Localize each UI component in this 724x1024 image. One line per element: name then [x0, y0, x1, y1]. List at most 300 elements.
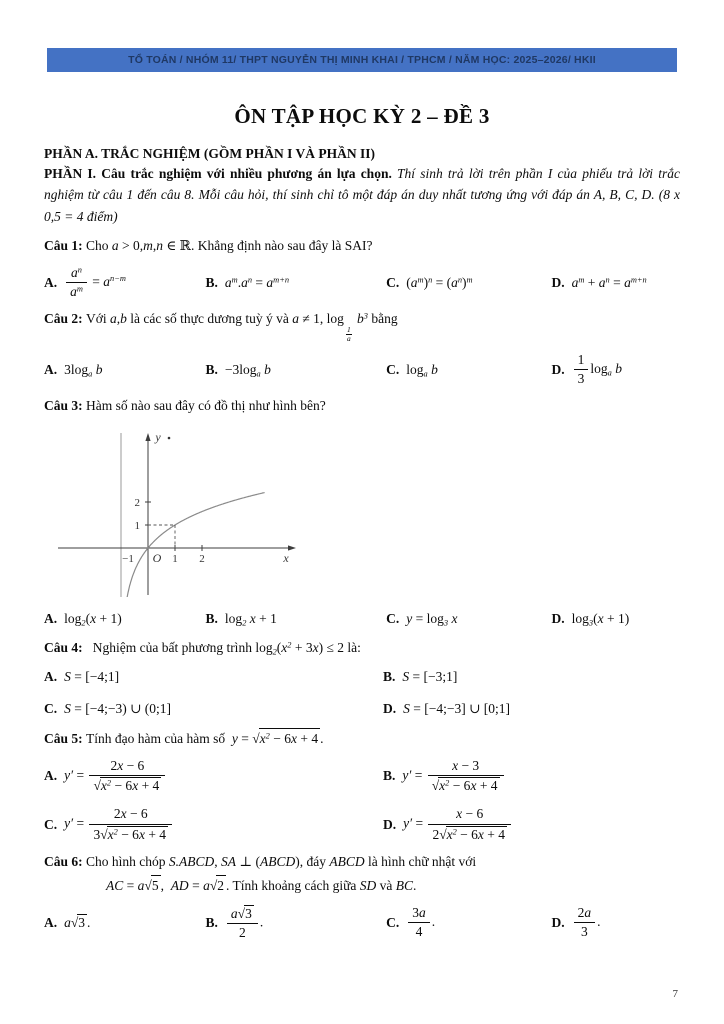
- math-var: a: [70, 284, 77, 300]
- math-text: + 4: [483, 826, 506, 842]
- math-var: a: [110, 311, 117, 327]
- math-text: + 1: [255, 611, 277, 627]
- fraction: [574, 905, 596, 940]
- math-text: + 4: [138, 778, 160, 794]
- math-var: x: [452, 758, 459, 774]
- radicand: [446, 826, 507, 843]
- math-var: a: [451, 274, 458, 290]
- math-text: ∈ ℝ. Khẳng định nào sau đây là SAI?: [163, 237, 373, 253]
- page-content: [0, 146, 724, 941]
- math-var: S.ABCD: [168, 853, 215, 869]
- subscript: 2: [272, 647, 277, 657]
- option-content: [225, 905, 263, 941]
- math-var: ABCD: [259, 853, 296, 869]
- math-var: a: [64, 915, 71, 931]
- math-text: = [−4;−3) ∪ (0;1]: [70, 701, 172, 717]
- math-text: .: [431, 913, 436, 929]
- math-var: x: [117, 758, 124, 774]
- option-letter: B.: [205, 274, 218, 290]
- fraction-numerator: [408, 905, 430, 923]
- math-text: =: [123, 877, 138, 893]
- option-C: [44, 699, 383, 719]
- math-text: là các số thực dương tuỳ ý và: [126, 311, 293, 327]
- superscript: m: [578, 275, 585, 284]
- radicand: [259, 728, 320, 750]
- math-var: a: [419, 905, 426, 921]
- option-content: [406, 905, 435, 940]
- superscript: n: [247, 275, 253, 284]
- math-text: 3: [412, 905, 420, 921]
- fraction: [428, 758, 504, 794]
- svg-text:−1: −1: [122, 553, 134, 566]
- part1-lead: PHẦN I. Câu trắc nghiệm với nhiều phương án lựa chọn.: [44, 166, 398, 181]
- math-text: + 1): [603, 611, 630, 627]
- option-C: [386, 609, 551, 629]
- question-block: [44, 852, 680, 941]
- math-var: x: [246, 611, 256, 627]
- math-text: 2: [217, 877, 224, 893]
- math-var: BC: [395, 877, 414, 893]
- option-content: [402, 758, 505, 794]
- math-text: 3: [93, 826, 101, 842]
- superscript: 2: [445, 778, 450, 788]
- option-letter: B.: [205, 361, 218, 377]
- header-banner: [47, 48, 677, 72]
- fraction-denominator: [574, 370, 589, 387]
- option-letter: C.: [386, 611, 400, 627]
- question-prompt: [44, 638, 680, 659]
- fraction-numerator: [428, 758, 504, 776]
- option-letter: D.: [551, 611, 565, 627]
- math-text: = (: [432, 274, 452, 290]
- math-text: − 6: [117, 826, 139, 842]
- math-text: 1: [577, 351, 585, 367]
- math-text: 3log: [64, 361, 89, 377]
- radicand: [100, 777, 161, 794]
- option-letter: B.: [205, 611, 218, 627]
- math-var: x: [100, 778, 107, 794]
- math-text: (: [593, 611, 598, 627]
- math-text: 3: [577, 371, 585, 387]
- option-A: [44, 667, 383, 687]
- math-var: a: [624, 274, 631, 290]
- math-var: a: [410, 274, 418, 290]
- fraction: [66, 265, 87, 300]
- math-var: x: [259, 731, 266, 747]
- math-var: S: [64, 669, 71, 685]
- option-content: [225, 362, 271, 378]
- math-text: Với: [86, 311, 111, 327]
- math-text: .: [320, 731, 324, 747]
- option-letter: B.: [382, 768, 396, 784]
- options-row: [44, 265, 680, 300]
- math-var: a: [241, 274, 248, 290]
- radical-sign: √: [431, 778, 440, 794]
- fraction-numerator: [428, 806, 511, 824]
- fraction: [89, 806, 172, 842]
- math-text: Cho: [86, 237, 112, 253]
- radical-sign: √: [144, 877, 152, 893]
- math-text: + 4: [144, 826, 167, 842]
- math-var: x: [448, 611, 458, 627]
- question-label: Câu 5:: [44, 731, 87, 747]
- superscript: 2: [452, 826, 457, 836]
- radicand: [107, 826, 168, 843]
- math-var: SD: [359, 877, 377, 893]
- math-text: Nghiệm của bất phương trình log: [86, 640, 273, 656]
- option-D: [552, 352, 680, 387]
- math-text: Hàm số nào sau đây có đồ thị như hình bên?: [86, 398, 326, 414]
- option-letter: A.: [44, 914, 58, 930]
- superscript: 2: [265, 731, 270, 741]
- page-title: ÔN TẬP HỌC KỲ 2 – ĐỀ 3: [234, 104, 490, 128]
- math-var: x: [290, 731, 297, 747]
- math-var: b: [611, 360, 622, 376]
- svg-text:1: 1: [134, 520, 140, 533]
- option-content: [64, 806, 174, 842]
- math-var: x: [120, 806, 127, 822]
- math-var: x: [138, 826, 145, 842]
- math-text: =: [609, 274, 625, 290]
- question-label: Câu 2:: [44, 311, 87, 327]
- math-text: ,: [160, 877, 171, 893]
- math-var: b: [120, 311, 127, 327]
- math-text: ≠ 1, log: [299, 311, 344, 327]
- superscript: m: [76, 284, 83, 294]
- math-var: a: [224, 274, 232, 290]
- option-letter: C.: [386, 361, 400, 377]
- subscript: a: [607, 368, 612, 378]
- subscript: a: [423, 369, 428, 379]
- option-A: [44, 265, 206, 300]
- question-prompt: [44, 728, 680, 750]
- math-var: x: [477, 826, 484, 842]
- option-C: [386, 273, 551, 293]
- square-root: [100, 826, 168, 843]
- math-var: x: [470, 778, 477, 794]
- radicand: [151, 875, 161, 897]
- question-prompt-line2: [106, 875, 680, 897]
- math-text: 2: [110, 758, 118, 774]
- math-text: .: [413, 877, 417, 893]
- option-letter: B.: [382, 669, 396, 685]
- radicand: [438, 777, 499, 794]
- math-text: + 4: [296, 731, 319, 747]
- square-root: [432, 777, 500, 794]
- fraction-denominator: [66, 283, 87, 300]
- page-number: 7: [672, 988, 678, 1000]
- superscript: 3: [363, 311, 368, 321]
- math-var: b: [260, 361, 271, 377]
- math-text: ,: [152, 237, 157, 253]
- math-text: = log: [412, 611, 444, 627]
- option-letter: D.: [382, 701, 397, 717]
- math-text: . Tính khoảng cách giữa: [225, 877, 360, 893]
- question-label: Câu 3:: [44, 398, 87, 414]
- math-text: > 0,: [118, 237, 144, 253]
- option-content: [64, 611, 122, 627]
- math-text: là hình chữ nhật với: [364, 853, 477, 869]
- svg-text:y: y: [155, 430, 161, 445]
- superscript: n−m: [110, 274, 126, 284]
- math-text: =: [188, 877, 204, 893]
- option-content: [572, 611, 630, 627]
- math-text: 4: [415, 924, 423, 940]
- math-var: y: [231, 731, 238, 747]
- superscript: n: [457, 275, 463, 284]
- math-var: a: [230, 905, 238, 921]
- fraction: [89, 758, 165, 794]
- math-text: (: [406, 274, 411, 290]
- superscript: 2: [113, 826, 118, 836]
- math-var: a: [292, 311, 300, 327]
- question-block: [44, 638, 680, 719]
- option-content: [403, 806, 513, 842]
- question-label: Câu 6:: [44, 853, 87, 869]
- math-text: .: [597, 913, 601, 929]
- math-text: ,: [214, 853, 222, 869]
- svg-text:2: 2: [199, 553, 205, 566]
- subscript: 3: [443, 618, 449, 628]
- math-text: log: [590, 360, 608, 376]
- option-A: [44, 758, 383, 794]
- fraction-denominator: [89, 825, 172, 843]
- question-label: Câu 1:: [44, 237, 87, 253]
- superscript: n: [605, 275, 610, 284]
- superscript: 2: [287, 640, 292, 650]
- option-letter: D.: [551, 914, 565, 930]
- math-text: 3: [78, 915, 86, 931]
- math-var: a: [111, 237, 119, 253]
- part1-instructions: [44, 163, 680, 227]
- fraction-denominator: [428, 825, 511, 843]
- option-content: [64, 362, 102, 378]
- question-block: [44, 309, 680, 387]
- option-A: [44, 360, 206, 380]
- option-letter: B.: [205, 914, 218, 930]
- fraction-denominator: a: [346, 334, 351, 344]
- math-var: a: [266, 274, 274, 290]
- math-var: a: [137, 877, 145, 893]
- fraction-numerator: [89, 806, 172, 824]
- square-root: [439, 826, 507, 843]
- math-text: − 6: [123, 758, 145, 774]
- square-root: [71, 914, 87, 931]
- svg-text:O: O: [152, 551, 162, 566]
- math-var: x: [90, 611, 97, 627]
- option-B: [206, 273, 387, 293]
- math-text: Tính đạo hàm của hàm số: [86, 731, 232, 747]
- option-A: [44, 913, 206, 933]
- fraction: [227, 905, 258, 941]
- subscript: 2: [242, 618, 247, 628]
- math-text: − 3: [458, 758, 480, 774]
- option-letter: C.: [44, 701, 58, 717]
- math-var: m: [143, 237, 153, 253]
- math-text: 3: [245, 905, 252, 921]
- option-letter: A.: [44, 669, 58, 685]
- options-row: [44, 758, 680, 843]
- header-banner-text: TỔ TOÁN / NHÓM 11/ THPT NGUYỄN THỊ MINH KHAI / TPHCM / NĂM HỌC: 2025–2026/ HKII: [128, 54, 596, 66]
- math-var: AD: [170, 877, 189, 893]
- math-text: 2: [577, 905, 585, 921]
- svg-text:1: 1: [172, 553, 178, 566]
- option-letter: D.: [551, 361, 565, 377]
- part1-note: Thí sinh trả lời trên phần I của phiếu trả lời trắc nghiệm từ câu 1 đến câu 8. Mỗi câu hỏi, thí sinh chỉ tô một đáp án duy nhất tương ứng với đáp án A, B, C, D. (8 x 0,5 = 4 điểm): [44, 166, 680, 224]
- option-C: [44, 806, 383, 842]
- math-text: ): [462, 274, 467, 290]
- option-C: [386, 905, 551, 940]
- math-text: log: [571, 611, 589, 627]
- math-text: =: [73, 815, 88, 831]
- radicand: [216, 875, 226, 897]
- option-letter: A.: [44, 274, 58, 290]
- math-var: x: [446, 826, 453, 842]
- math-text: = [−3;1]: [409, 669, 458, 685]
- math-text: +: [584, 274, 599, 290]
- math-text: ⊥ (: [236, 853, 260, 869]
- fraction-numerator: [89, 758, 165, 776]
- fraction-numerator: [574, 905, 596, 923]
- radical-sign: √: [93, 778, 101, 794]
- math-text: 2: [239, 924, 246, 940]
- option-content: [64, 758, 167, 794]
- math-var: n: [156, 237, 164, 253]
- math-text: − 6: [126, 806, 148, 822]
- math-var: a: [584, 905, 592, 921]
- option-content: [64, 265, 126, 300]
- question-label: Câu 4:: [44, 640, 87, 656]
- option-B: [383, 758, 680, 794]
- option-content: [225, 275, 289, 291]
- options-row: [44, 667, 680, 719]
- math-var: ABCD: [329, 853, 365, 869]
- option-content: [572, 275, 647, 291]
- option-content: [572, 905, 601, 940]
- fraction-denominator: [227, 924, 258, 941]
- option-letter: A.: [44, 361, 58, 377]
- math-text: ): [423, 274, 429, 290]
- math-text: − 6: [269, 731, 291, 747]
- math-text: −3log: [224, 361, 257, 377]
- option-letter: A.: [44, 768, 58, 784]
- math-var: y′: [402, 767, 412, 783]
- fraction: [408, 905, 430, 940]
- math-var: S: [403, 701, 410, 717]
- math-var: b: [353, 311, 364, 327]
- superscript: m: [417, 275, 424, 284]
- math-text: 3: [581, 924, 588, 940]
- question-prompt: [44, 236, 680, 257]
- subscript: 3: [588, 618, 594, 628]
- superscript: m: [231, 275, 238, 284]
- option-content: [64, 914, 90, 931]
- math-text: =: [73, 767, 88, 783]
- math-text: =: [237, 731, 253, 747]
- option-letter: D.: [382, 816, 397, 832]
- math-text: và: [376, 877, 396, 893]
- radicand: [77, 914, 87, 931]
- math-var: a: [203, 877, 210, 893]
- math-text: 2: [113, 806, 121, 822]
- option-letter: A.: [44, 611, 58, 627]
- math-text: + 1): [96, 611, 122, 627]
- question-prompt: [44, 309, 680, 344]
- question-block: [44, 396, 680, 629]
- radical-sign: √: [439, 826, 447, 842]
- math-var: S: [64, 701, 71, 717]
- subscript: a: [256, 369, 261, 379]
- math-text: log: [406, 361, 424, 377]
- math-text: ,: [116, 311, 121, 327]
- math-text: bằng: [367, 311, 398, 327]
- radicand: [244, 905, 254, 922]
- options-row: [44, 609, 680, 629]
- fraction-denominator: [89, 776, 165, 794]
- fraction-denominator: [574, 923, 596, 940]
- math-var: AC: [106, 877, 124, 893]
- question-block: [44, 236, 680, 300]
- option-content: [406, 275, 472, 291]
- fraction-numerator: 1: [346, 324, 351, 334]
- fraction-denominator: [428, 776, 504, 794]
- svg-text:2: 2: [134, 497, 140, 510]
- math-text: Cho hình chóp: [86, 853, 169, 869]
- math-text: (: [276, 640, 282, 656]
- square-root: [210, 875, 226, 897]
- math-text: − 6: [449, 778, 471, 794]
- math-text: 5: [151, 877, 159, 893]
- math-var: x: [281, 640, 288, 656]
- math-var: x: [107, 826, 114, 842]
- option-A: [44, 609, 206, 629]
- superscript: m+n: [630, 275, 647, 284]
- math-var: y′: [403, 815, 413, 831]
- math-var: x: [456, 806, 463, 822]
- option-D: [552, 609, 680, 629]
- square-root: [252, 728, 320, 750]
- option-letter: C.: [386, 274, 400, 290]
- radical-sign: √: [100, 826, 108, 842]
- math-var: SA: [221, 853, 237, 869]
- superscript: m+n: [273, 275, 290, 284]
- math-var: b: [427, 361, 438, 377]
- option-B: [206, 609, 387, 629]
- option-letter: D.: [551, 274, 565, 290]
- math-text: = [−4;−3] ∪ [0;1]: [409, 701, 510, 717]
- math-text: .: [87, 915, 91, 931]
- math-text: = [−4;1]: [70, 669, 120, 685]
- questions-list: [44, 236, 680, 941]
- fraction-numerator: [227, 905, 258, 924]
- radical-sign: √: [209, 877, 218, 893]
- options-row: [44, 905, 680, 941]
- superscript: n: [428, 275, 433, 284]
- log-base-fraction: [346, 326, 352, 344]
- fraction-denominator: [408, 923, 430, 940]
- math-text: + 3: [291, 640, 313, 656]
- fraction: [428, 806, 511, 842]
- math-text: =: [252, 274, 267, 290]
- subscript: a: [88, 369, 93, 379]
- superscript: 2: [106, 778, 112, 788]
- math-var: S: [402, 669, 410, 685]
- option-content: [572, 352, 622, 387]
- math-text: 2: [432, 826, 440, 842]
- question-prompt: [44, 852, 680, 873]
- math-text: =: [411, 767, 426, 783]
- option-content: [403, 701, 510, 717]
